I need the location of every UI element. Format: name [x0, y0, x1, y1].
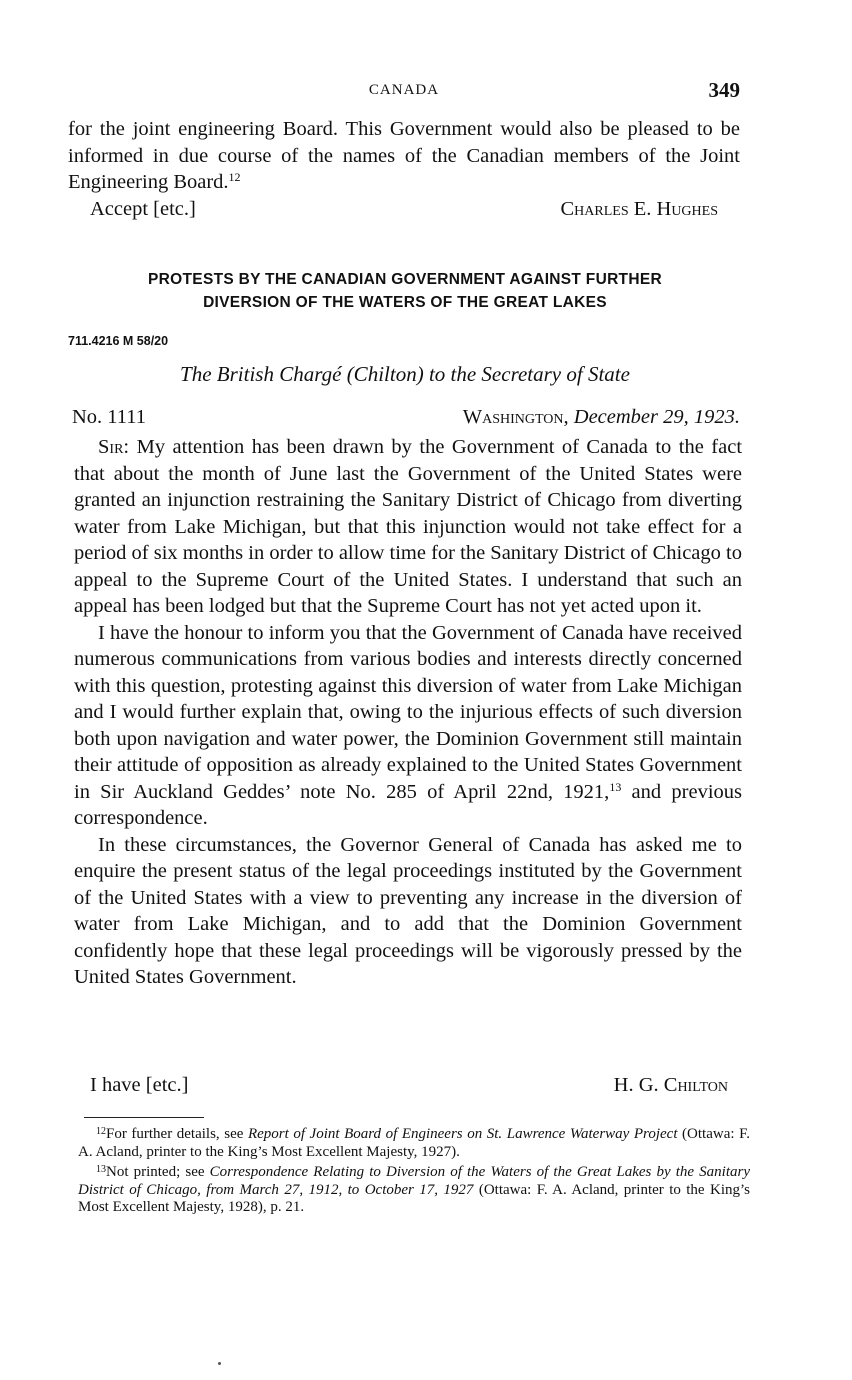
paragraph-2-text: I have the honour to inform you that the Government of Canada have received numerous communications from various bodies and interests directly concerned with this question, protesting against this diversion of water from Lake Michigan and I would further explain that, owing to the injurious effects of such diversion both upon navigation and water power, the Dominion Government still maintain their attitude of opposition as already explained to the United States Government in Sir Auckland Geddes’ note No. 285 of April 22nd, 1921,: [74, 621, 742, 803]
paragraph-3: [74, 832, 742, 991]
paragraph-2: [74, 620, 742, 832]
letter-closing: [68, 1074, 728, 1102]
footnote-13: [78, 1161, 750, 1217]
file-reference: 711.4216 M 58/20: [68, 334, 169, 348]
page-number: 349: [708, 78, 740, 102]
previous-letter-conclusion: [68, 116, 740, 196]
salutation: Sir:: [98, 436, 130, 458]
place: Washington,: [462, 406, 569, 428]
footnote-ref-12: 12: [228, 170, 241, 184]
running-title: CANADA: [368, 82, 440, 98]
footnote-text: (Ottawa: F. A. Acland, printer to the King’s Most Excellent Majesty, 1927).: [78, 1126, 750, 1160]
section-heading: [68, 268, 742, 314]
complimentary-close: Accept [etc.]: [90, 198, 196, 220]
footnote-cited-title: Correspondence Relating to Diversion of the Waters of the Great Lakes by the Sanitary District of Chicago, from March 27, 1912, to October 17, 1927: [78, 1164, 750, 1198]
footnote-mark: 12: [96, 1126, 106, 1137]
signature-chilton: H. G. Chilton: [613, 1074, 728, 1096]
complimentary-close: I have [etc.]: [90, 1074, 189, 1096]
footnote-cited-title: Report of Joint Board of Engineers on St. Lawrence Waterway Project: [247, 1126, 678, 1142]
document-dateline: [72, 406, 740, 434]
section-heading-line-2: DIVERSION OF THE WATERS OF THE GREAT LAKES: [203, 294, 607, 311]
footnote-12: [78, 1123, 750, 1161]
footnote-mark: 13: [96, 1164, 106, 1175]
footnote-ref-13: 13: [609, 779, 622, 794]
paragraph-2-end: and previous correspondence.: [74, 780, 742, 829]
footnotes: [78, 1123, 750, 1217]
previous-letter-closing: [68, 198, 718, 226]
paragraph-1-text: My attention has been drawn by the Government of Canada to the fact that about the month of June last the Government of the United States were granted an injunction restraining the Sanitary District of Chicago from diverting water from Lake Michigan, but that this injunction would not take effect for a period of six months in order to allow time for the Sanitary District of Chicago to appeal to the Supreme Court of the United States. I understand that such an appeal has been lodged but that the Supreme Court has not yet acted upon it.: [74, 436, 743, 617]
document-number: No. 1111: [72, 406, 147, 428]
footnote-text: Not printed; see: [106, 1164, 210, 1180]
document-title: The British Chargé (Chilton) to the Secretary of State: [180, 362, 630, 386]
paragraph-1: [74, 434, 742, 620]
letter-body: [74, 434, 742, 991]
running-header: [68, 78, 740, 106]
signature-hughes: Charles E. Hughes: [560, 198, 718, 220]
footnote-text: For further details, see: [106, 1126, 248, 1142]
paragraph-3-text: In these circumstances, the Governor General of Canada has asked me to enquire the present status of the legal proceedings instituted by the Government of the United States with a view to preventing any increase in the diversion of water from Lake Michigan, and to add that the Dominion Government confidently hope that these legal proceedings will be vigorously pressed by the United States Government.: [74, 833, 742, 988]
footnote-divider: [84, 1117, 204, 1118]
section-heading-line-1: PROTESTS BY THE CANADIAN GOVERNMENT AGAINST FURTHER: [148, 271, 662, 288]
place-date: [463, 406, 740, 429]
print-speck: [218, 1362, 221, 1365]
date: December 29, 1923.: [573, 406, 740, 428]
previous-letter-text: for the joint engineering Board. This Government would also be pleased to be informed in due course of the names of the Canadian members of the Joint Engineering Board.: [68, 118, 740, 193]
footnote-text: (Ottawa: F. A. Acland, printer to the King’s Most Excellent Majesty, 1928), p. 21.: [78, 1181, 751, 1215]
